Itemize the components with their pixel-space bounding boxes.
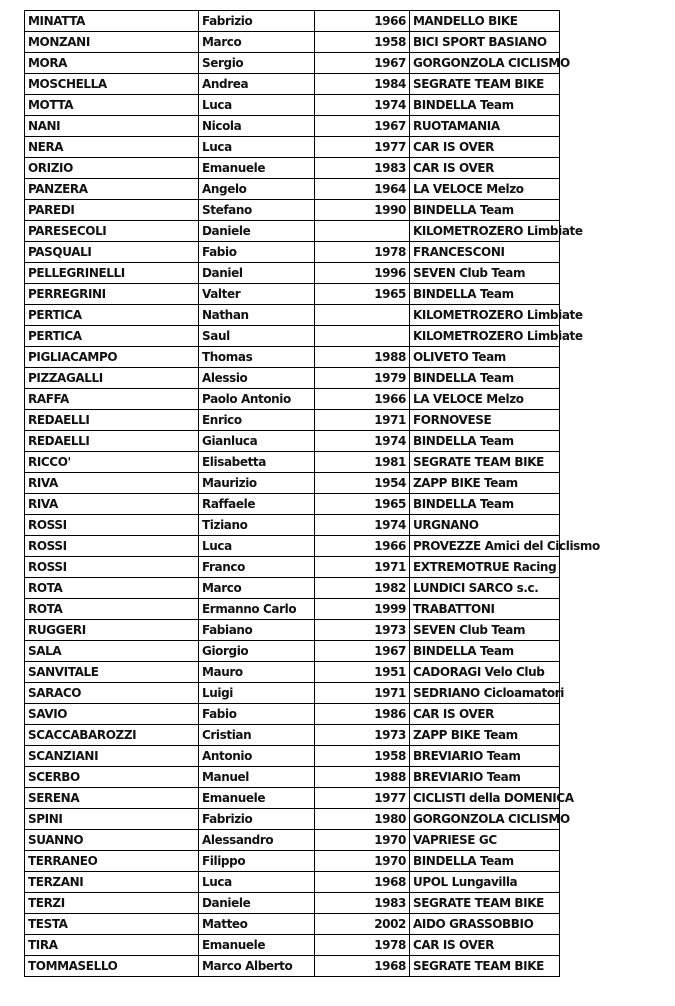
- table-row: [25, 557, 560, 578]
- birth-year-cell: 1977: [315, 788, 410, 809]
- table-row: [25, 893, 560, 914]
- birth-year-cell: 1970: [315, 830, 410, 851]
- name-cell: Sergio: [199, 53, 315, 74]
- table-row: [25, 326, 560, 347]
- surname-cell: SCERBO: [25, 767, 199, 788]
- table-row: [25, 32, 560, 53]
- birth-year-cell: 1983: [315, 158, 410, 179]
- riders-table-body: [25, 11, 600, 977]
- table-row: [25, 137, 560, 158]
- name-cell: Enrico: [199, 410, 315, 431]
- surname-cell: TESTA: [25, 914, 199, 935]
- birth-year-cell: 1954: [315, 473, 410, 494]
- surname-cell: ROTA: [25, 578, 199, 599]
- table-row: [25, 53, 560, 74]
- surname-cell: MORA: [25, 53, 199, 74]
- birth-year-cell: 1968: [315, 872, 410, 893]
- team-cell: SEGRATE TEAM BIKE: [410, 452, 560, 473]
- birth-year-cell: 1978: [315, 242, 410, 263]
- table-row: [25, 95, 560, 116]
- table-row: [25, 599, 560, 620]
- birth-year-cell: 1965: [315, 494, 410, 515]
- team-cell: FORNOVESE: [410, 410, 560, 431]
- team-cell: BINDELLA Team: [410, 200, 560, 221]
- birth-year-cell: 1974: [315, 515, 410, 536]
- surname-cell: SPINI: [25, 809, 199, 830]
- surname-cell: SARACO: [25, 683, 199, 704]
- surname-cell: SUANNO: [25, 830, 199, 851]
- surname-cell: TERZANI: [25, 872, 199, 893]
- team-cell: SEVEN Club Team: [410, 620, 560, 641]
- surname-cell: MOSCHELLA: [25, 74, 199, 95]
- birth-year-cell: 1973: [315, 725, 410, 746]
- surname-cell: ROTA: [25, 599, 199, 620]
- team-cell: URGNANO: [410, 515, 560, 536]
- surname-cell: RUGGERI: [25, 620, 199, 641]
- table-row: [25, 284, 560, 305]
- name-cell: Thomas: [199, 347, 315, 368]
- surname-cell: TERRANEO: [25, 851, 199, 872]
- team-cell: VAPRIESE GC: [410, 830, 560, 851]
- name-cell: Luigi: [199, 683, 315, 704]
- name-cell: Nathan: [199, 305, 315, 326]
- birth-year-cell: [315, 221, 410, 242]
- team-cell: CAR IS OVER: [410, 137, 560, 158]
- name-cell: Marco: [199, 578, 315, 599]
- team-cell: BICI SPORT BASIANO: [410, 32, 560, 53]
- table-row: [25, 305, 560, 326]
- birth-year-cell: 1996: [315, 263, 410, 284]
- team-cell: ZAPP BIKE Team: [410, 725, 560, 746]
- name-cell: Stefano: [199, 200, 315, 221]
- table-row: [25, 851, 560, 872]
- team-cell: LUNDICI SARCO s.c.: [410, 578, 560, 599]
- team-cell: BINDELLA Team: [410, 431, 560, 452]
- team-cell: CAR IS OVER: [410, 158, 560, 179]
- name-cell: Fabiano: [199, 620, 315, 641]
- surname-cell: PANZERA: [25, 179, 199, 200]
- table-row: [25, 431, 560, 452]
- team-cell: SEGRATE TEAM BIKE: [410, 956, 560, 977]
- table-row: [25, 74, 560, 95]
- surname-cell: ORIZIO: [25, 158, 199, 179]
- team-cell: SEVEN Club Team: [410, 263, 560, 284]
- name-cell: Giorgio: [199, 641, 315, 662]
- table-row: [25, 830, 560, 851]
- team-cell: AIDO GRASSOBBIO: [410, 914, 560, 935]
- team-cell: KILOMETROZERO Limbiate: [410, 305, 560, 326]
- surname-cell: ROSSI: [25, 536, 199, 557]
- team-cell: SEDRIANO Cicloamatori: [410, 683, 560, 704]
- table-row: [25, 473, 560, 494]
- surname-cell: MINATTA: [25, 11, 199, 32]
- team-cell: GORGONZOLA CICLISMO: [410, 809, 560, 830]
- birth-year-cell: [315, 326, 410, 347]
- name-cell: Manuel: [199, 767, 315, 788]
- table-row: [25, 641, 560, 662]
- team-cell: LA VELOCE Melzo: [410, 179, 560, 200]
- name-cell: Fabrizio: [199, 11, 315, 32]
- name-cell: Fabrizio: [199, 809, 315, 830]
- table-row: [25, 578, 560, 599]
- name-cell: Emanuele: [199, 935, 315, 956]
- birth-year-cell: 1988: [315, 347, 410, 368]
- team-cell: FRANCESCONI: [410, 242, 560, 263]
- table-row: [25, 179, 560, 200]
- birth-year-cell: 2002: [315, 914, 410, 935]
- name-cell: Elisabetta: [199, 452, 315, 473]
- surname-cell: PIZZAGALLI: [25, 368, 199, 389]
- surname-cell: SCANZIANI: [25, 746, 199, 767]
- name-cell: Marco: [199, 32, 315, 53]
- birth-year-cell: 1967: [315, 116, 410, 137]
- name-cell: Nicola: [199, 116, 315, 137]
- team-cell: LA VELOCE Melzo: [410, 389, 560, 410]
- table-row: [25, 410, 560, 431]
- name-cell: Daniel: [199, 263, 315, 284]
- table-row: [25, 809, 560, 830]
- name-cell: Tiziano: [199, 515, 315, 536]
- name-cell: Luca: [199, 872, 315, 893]
- table-row: [25, 494, 560, 515]
- surname-cell: TIRA: [25, 935, 199, 956]
- surname-cell: PERTICA: [25, 326, 199, 347]
- name-cell: Daniele: [199, 221, 315, 242]
- table-row: [25, 536, 560, 557]
- team-cell: PROVEZZE Amici del Ciclismo: [410, 536, 560, 557]
- name-cell: Luca: [199, 536, 315, 557]
- team-cell: UPOL Lungavilla: [410, 872, 560, 893]
- riders-table: [24, 10, 600, 977]
- birth-year-cell: [315, 305, 410, 326]
- name-cell: Filippo: [199, 851, 315, 872]
- surname-cell: PARESECOLI: [25, 221, 199, 242]
- birth-year-cell: 1974: [315, 95, 410, 116]
- birth-year-cell: 1984: [315, 74, 410, 95]
- table-row: [25, 347, 560, 368]
- surname-cell: PERTICA: [25, 305, 199, 326]
- team-cell: BREVIARIO Team: [410, 746, 560, 767]
- team-cell: SEGRATE TEAM BIKE: [410, 893, 560, 914]
- name-cell: Cristian: [199, 725, 315, 746]
- birth-year-cell: 1974: [315, 431, 410, 452]
- table-row: [25, 221, 560, 242]
- name-cell: Marco Alberto: [199, 956, 315, 977]
- name-cell: Angelo: [199, 179, 315, 200]
- birth-year-cell: 1968: [315, 956, 410, 977]
- surname-cell: PAREDI: [25, 200, 199, 221]
- birth-year-cell: 1951: [315, 662, 410, 683]
- surname-cell: RIVA: [25, 473, 199, 494]
- name-cell: Gianluca: [199, 431, 315, 452]
- name-cell: Paolo Antonio: [199, 389, 315, 410]
- surname-cell: SCACCABAROZZI: [25, 725, 199, 746]
- table-row: [25, 746, 560, 767]
- surname-cell: PASQUALI: [25, 242, 199, 263]
- name-cell: Mauro: [199, 662, 315, 683]
- table-row: [25, 704, 560, 725]
- birth-year-cell: 1958: [315, 32, 410, 53]
- birth-year-cell: 1958: [315, 746, 410, 767]
- surname-cell: RICCO': [25, 452, 199, 473]
- team-cell: CADORAGI Velo Club: [410, 662, 560, 683]
- surname-cell: SANVITALE: [25, 662, 199, 683]
- team-cell: BINDELLA Team: [410, 851, 560, 872]
- table-row: [25, 242, 560, 263]
- team-cell: MANDELLO BIKE: [410, 11, 560, 32]
- team-cell: GORGONZOLA CICLISMO: [410, 53, 560, 74]
- birth-year-cell: 1967: [315, 53, 410, 74]
- birth-year-cell: 1971: [315, 557, 410, 578]
- name-cell: Ermanno Carlo: [199, 599, 315, 620]
- name-cell: Emanuele: [199, 788, 315, 809]
- table-row: [25, 872, 560, 893]
- name-cell: Luca: [199, 137, 315, 158]
- team-cell: TRABATTONI: [410, 599, 560, 620]
- surname-cell: MOTTA: [25, 95, 199, 116]
- name-cell: Fabio: [199, 704, 315, 725]
- table-row: [25, 452, 560, 473]
- name-cell: Valter: [199, 284, 315, 305]
- table-row: [25, 956, 560, 977]
- surname-cell: RIVA: [25, 494, 199, 515]
- birth-year-cell: 1981: [315, 452, 410, 473]
- table-row: [25, 935, 560, 956]
- name-cell: Maurizio: [199, 473, 315, 494]
- name-cell: Daniele: [199, 893, 315, 914]
- surname-cell: ROSSI: [25, 515, 199, 536]
- name-cell: Alessio: [199, 368, 315, 389]
- team-cell: BINDELLA Team: [410, 641, 560, 662]
- table-row: [25, 515, 560, 536]
- table-row: [25, 767, 560, 788]
- table-row: [25, 116, 560, 137]
- birth-year-cell: 1988: [315, 767, 410, 788]
- birth-year-cell: 1980: [315, 809, 410, 830]
- name-cell: Emanuele: [199, 158, 315, 179]
- team-cell: SEGRATE TEAM BIKE: [410, 74, 560, 95]
- birth-year-cell: 1986: [315, 704, 410, 725]
- table-row: [25, 683, 560, 704]
- surname-cell: REDAELLI: [25, 431, 199, 452]
- birth-year-cell: 1978: [315, 935, 410, 956]
- table-row: [25, 725, 560, 746]
- birth-year-cell: 1977: [315, 137, 410, 158]
- birth-year-cell: 1966: [315, 389, 410, 410]
- team-cell: EXTREMOTRUE Racing: [410, 557, 560, 578]
- name-cell: Saul: [199, 326, 315, 347]
- team-cell: BINDELLA Team: [410, 368, 560, 389]
- table-row: [25, 662, 560, 683]
- name-cell: Alessandro: [199, 830, 315, 851]
- surname-cell: NANI: [25, 116, 199, 137]
- birth-year-cell: 1965: [315, 284, 410, 305]
- surname-cell: TOMMASELLO: [25, 956, 199, 977]
- birth-year-cell: 1973: [315, 620, 410, 641]
- surname-cell: MONZANI: [25, 32, 199, 53]
- table-row: [25, 200, 560, 221]
- roster-sheet: [24, 10, 600, 977]
- surname-cell: SALA: [25, 641, 199, 662]
- birth-year-cell: 1971: [315, 683, 410, 704]
- surname-cell: NERA: [25, 137, 199, 158]
- team-cell: RUOTAMANIA: [410, 116, 560, 137]
- birth-year-cell: 1971: [315, 410, 410, 431]
- team-cell: KILOMETROZERO Limbiate: [410, 326, 560, 347]
- birth-year-cell: 1966: [315, 536, 410, 557]
- birth-year-cell: 1979: [315, 368, 410, 389]
- team-cell: BINDELLA Team: [410, 95, 560, 116]
- surname-cell: REDAELLI: [25, 410, 199, 431]
- surname-cell: PELLEGRINELLI: [25, 263, 199, 284]
- birth-year-cell: 1970: [315, 851, 410, 872]
- team-cell: CAR IS OVER: [410, 935, 560, 956]
- name-cell: Raffaele: [199, 494, 315, 515]
- team-cell: CICLISTI della DOMENICA: [410, 788, 560, 809]
- birth-year-cell: 1999: [315, 599, 410, 620]
- table-row: [25, 11, 560, 32]
- table-row: [25, 620, 560, 641]
- name-cell: Matteo: [199, 914, 315, 935]
- team-cell: BREVIARIO Team: [410, 767, 560, 788]
- table-row: [25, 263, 560, 284]
- birth-year-cell: 1967: [315, 641, 410, 662]
- birth-year-cell: 1964: [315, 179, 410, 200]
- team-cell: BINDELLA Team: [410, 284, 560, 305]
- birth-year-cell: 1983: [315, 893, 410, 914]
- team-cell: CAR IS OVER: [410, 704, 560, 725]
- surname-cell: PERREGRINI: [25, 284, 199, 305]
- table-row: [25, 158, 560, 179]
- surname-cell: ROSSI: [25, 557, 199, 578]
- team-cell: OLIVETO Team: [410, 347, 560, 368]
- birth-year-cell: 1966: [315, 11, 410, 32]
- table-row: [25, 914, 560, 935]
- team-cell: KILOMETROZERO Limbiate: [410, 221, 560, 242]
- team-cell: BINDELLA Team: [410, 494, 560, 515]
- name-cell: Luca: [199, 95, 315, 116]
- name-cell: Antonio: [199, 746, 315, 767]
- surname-cell: SERENA: [25, 788, 199, 809]
- birth-year-cell: 1990: [315, 200, 410, 221]
- surname-cell: PIGLIACAMPO: [25, 347, 199, 368]
- name-cell: Andrea: [199, 74, 315, 95]
- team-cell: ZAPP BIKE Team: [410, 473, 560, 494]
- table-row: [25, 368, 560, 389]
- surname-cell: SAVIO: [25, 704, 199, 725]
- name-cell: Fabio: [199, 242, 315, 263]
- table-row: [25, 389, 560, 410]
- surname-cell: TERZI: [25, 893, 199, 914]
- surname-cell: RAFFA: [25, 389, 199, 410]
- name-cell: Franco: [199, 557, 315, 578]
- birth-year-cell: 1982: [315, 578, 410, 599]
- table-row: [25, 788, 560, 809]
